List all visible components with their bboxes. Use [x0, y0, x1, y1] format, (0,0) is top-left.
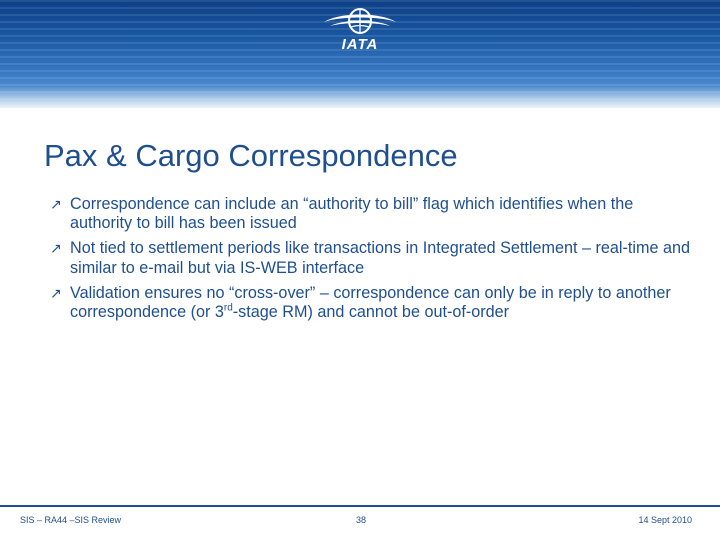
iata-globe-icon: [318, 6, 402, 40]
arrow-up-right-icon: ↗: [50, 196, 62, 212]
bullet-list: [48, 195, 698, 328]
slide-title: Pax & Cargo Correspondence: [44, 138, 458, 173]
bullet-item: [48, 195, 698, 233]
ordinal-suffix: rd: [223, 302, 233, 314]
logo-text: IATA: [341, 36, 379, 53]
footer-page-number: 38: [355, 515, 366, 525]
footer-date: 14 Sept 2010: [638, 515, 692, 525]
iata-logo: [318, 6, 402, 58]
header-fade: [0, 86, 720, 108]
bullet-text: Not tied to settlement periods like transactions in Integrated Settlement – real-time and similar to e-mail but via IS-WEB interface: [70, 239, 690, 277]
bullet-text-before: Validation ensures no “cross-over” – correspondence can only be in reply to another correspondence (or 3: [70, 283, 671, 322]
arrow-up-right-icon: ↗: [50, 284, 62, 301]
arrow-up-right-icon: ↗: [50, 240, 62, 257]
bullet-item: [48, 284, 698, 322]
bullet-item: [48, 239, 698, 277]
bullet-text-after: -stage RM) and cannot be out-of-order: [232, 303, 510, 322]
footer-divider: [0, 505, 720, 507]
bullet-text: Correspondence can include an “authority to bill” flag which identifies when the authority to bill has been issued: [70, 195, 634, 233]
footer-presentation-title: SIS – RA44 –SIS Review: [20, 515, 122, 525]
